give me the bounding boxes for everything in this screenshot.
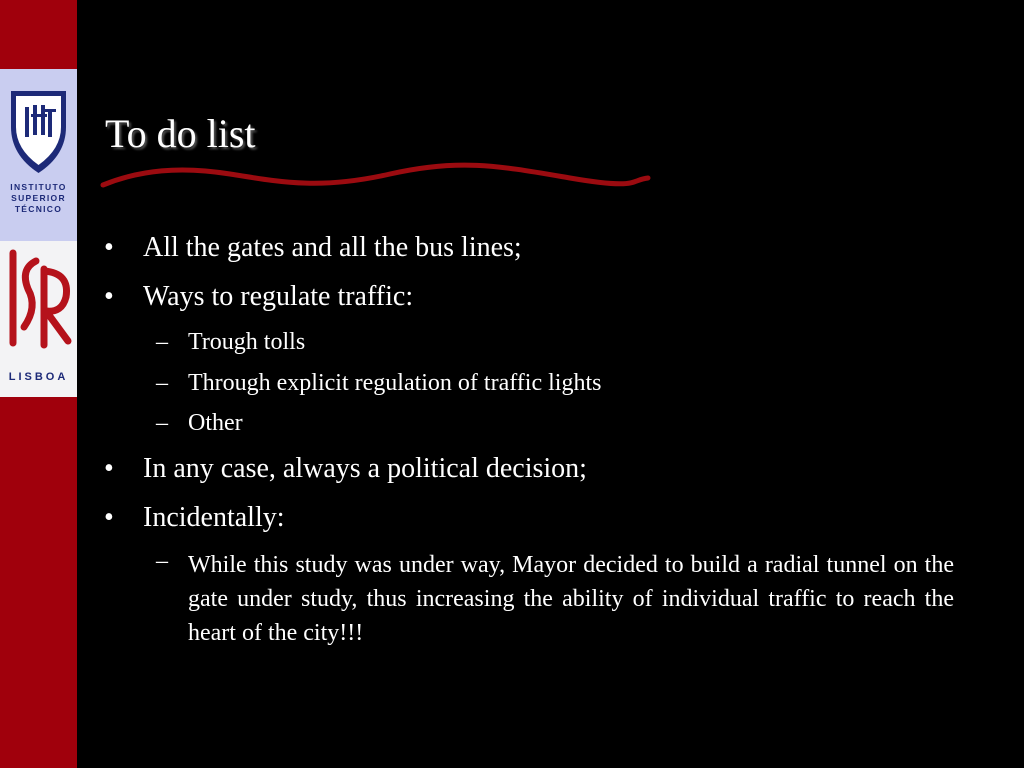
left-sidebar [0,0,77,768]
bullet-text: All the gates and all the bus lines; [143,232,522,263]
sub-mark: – [156,370,168,396]
slide-title: To do list [105,111,256,156]
sub-text: Through explicit regulation of traffic lights [188,370,602,396]
bullet-text: Ways to regulate traffic: [143,281,414,312]
isr-wordmark: LISBOA [8,371,69,383]
ist-line-1: INSTITUTO [10,182,67,192]
bullet-text: In any case, always a political decision; [143,453,587,484]
isr-mark-icon [0,241,77,366]
sub-text: Other [188,410,243,436]
title-underline [100,160,660,194]
isr-logo [0,241,77,397]
ist-line-2: SUPERIOR [11,193,66,203]
bullet-text: Incidentally: [143,502,285,533]
ist-line-3: TÉCNICO [14,204,63,214]
sub-mark: – [156,410,168,436]
bullet-mark: • [104,281,114,312]
bullet-mark: • [104,232,114,263]
bullet-mark: • [104,502,114,533]
sub-mark: – [156,329,168,355]
ist-logo [0,69,77,241]
sub-mark: – [156,548,168,574]
bullet-mark: • [104,453,114,484]
ist-shield-icon [0,69,77,179]
sub-text: Trough tolls [188,329,306,355]
sub-text: While this study was under way, Mayor decided to build a radial tunnel on the gate under study, thus increasing the ability of individual traffic to reach the heart of the city!!! [188,552,954,646]
